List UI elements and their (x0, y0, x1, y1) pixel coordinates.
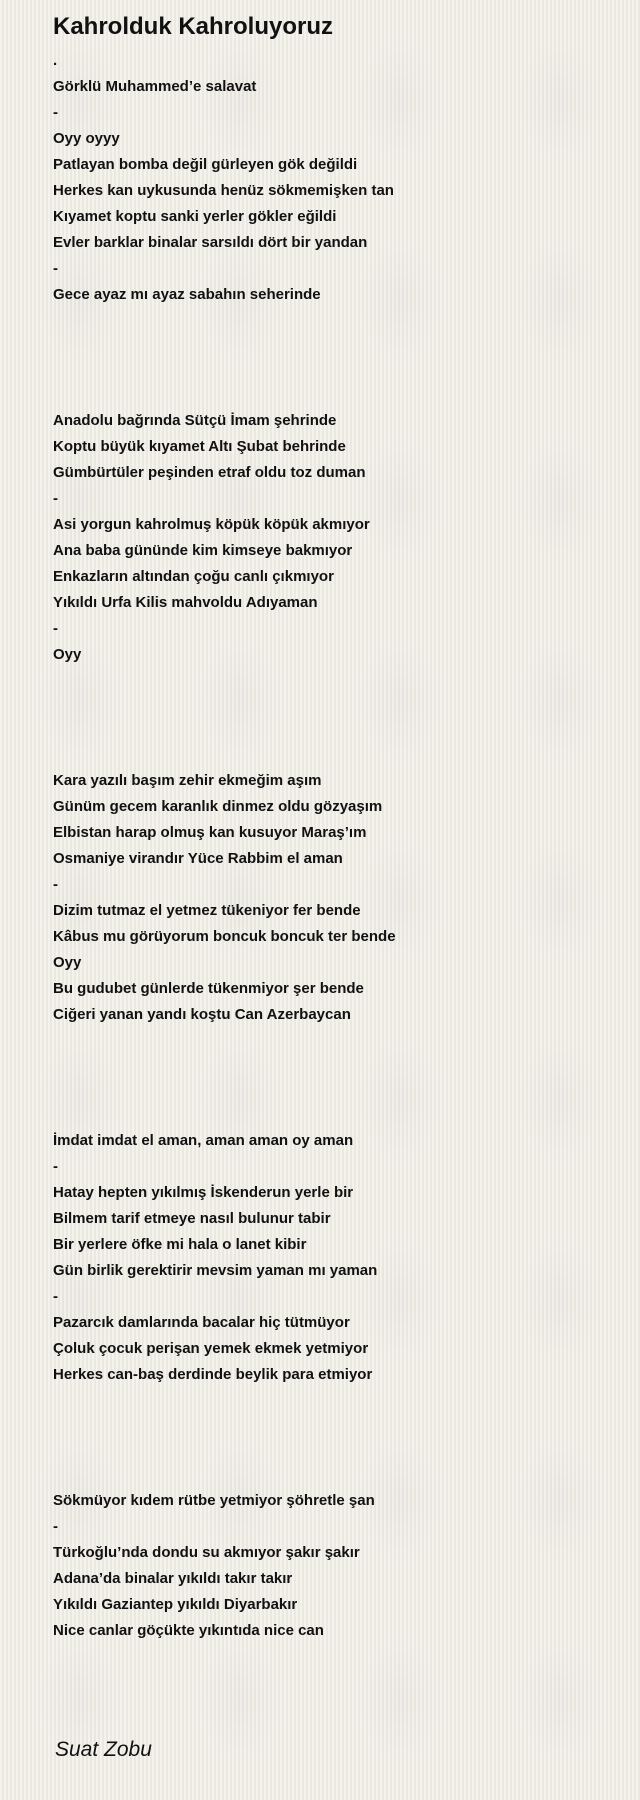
poem-line: Nice canlar göçükte yıkıntıda nice can (53, 1622, 324, 1639)
poem-line: Osmaniye virandır Yüce Rabbim el aman (53, 850, 343, 867)
poem-line: Pazarcık damlarında bacalar hiç tütmüyor (53, 1314, 350, 1331)
poem-line: Hatay hepten yıkılmış İskenderun yerle bir (53, 1184, 354, 1201)
poem-line: - (53, 260, 58, 277)
poem-line: Bilmem tarif etmeye nasıl bulunur tabir (53, 1210, 331, 1227)
poem-line: Elbistan harap olmuş kan kusuyor Maraş’ım (53, 824, 367, 841)
stanza-1 (53, 48, 640, 308)
poem-line: Dizim tutmaz el yetmez tükeniyor fer bende (53, 902, 361, 919)
poem-line: Gün birlik gerektirir mevsim yaman mı yaman (53, 1262, 378, 1279)
poem-line: Bu gudubet günlerde tükenmiyor şer bende (53, 980, 364, 997)
poem-line: Asi yorgun kahrolmuş köpük köpük akmıyor (53, 516, 370, 533)
poem-line: Patlayan bomba değil gürleyen gök değildi (53, 156, 358, 173)
stanza-2 (53, 408, 640, 668)
poem-line: Sökmüyor kıdem rütbe yetmiyor şöhretle şan (53, 1492, 375, 1509)
poem-line: Anadolu bağrında Sütçü İmam şehrinde (53, 412, 337, 429)
poem-line: Türkoğlu’nda dondu su akmıyor şakır şakır (53, 1544, 360, 1561)
stanza-3 (53, 768, 640, 1028)
stanza-5 (53, 1488, 640, 1644)
poem-line: Oyy (53, 954, 82, 971)
author-name: Suat Zobu (55, 1738, 152, 1761)
poem-title: Kahrolduk Kahroluyoruz (53, 13, 334, 40)
poem-line: Oyy oyyy (53, 130, 120, 147)
poem-line: Evler barklar binalar sarsıldı dört bir yandan (53, 234, 368, 251)
poem-line: Gece ayaz mı ayaz sabahın seherinde (53, 286, 321, 303)
stanza-divider (53, 1028, 640, 1128)
stanza-4 (53, 1128, 640, 1388)
poem-line: Günüm gecem karanlık dinmez oldu gözyaşım (53, 798, 383, 815)
poem-line: Çoluk çocuk perişan yemek ekmek yetmiyor (53, 1340, 369, 1357)
poem-line: Oyy (53, 646, 82, 663)
poem-line: - (53, 490, 58, 507)
poem-body (53, 48, 640, 1644)
poem-line: Ana baba gününde kim kimseye bakmıyor (53, 542, 353, 559)
stanza-divider (53, 1388, 640, 1488)
poem-line: - (53, 620, 58, 637)
poem-line: - (53, 1288, 58, 1305)
stanza-divider (53, 308, 640, 408)
poem-line: Kıyamet koptu sanki yerler gökler eğildi (53, 208, 337, 225)
poem-line: Herkes kan uykusunda henüz sökmemişken tan (53, 182, 394, 199)
poem-line: Gümbürtüler peşinden etraf oldu toz duman (53, 464, 366, 481)
poem-line: Kara yazılı başım zehir ekmeğim aşım (53, 772, 322, 789)
poem-line: Herkes can-baş derdinde beylik para etmiyor (53, 1366, 373, 1383)
poem-line: Bir yerlere öfke mi hala o lanet kibir (53, 1236, 307, 1253)
poem-line: - (53, 876, 58, 893)
poem-line: . (53, 52, 58, 69)
poem-line: - (53, 1518, 58, 1535)
poem-line: - (53, 1158, 58, 1175)
poem-line: Kâbus mu görüyorum boncuk boncuk ter bende (53, 928, 396, 945)
stanza-divider (53, 668, 640, 768)
poem-line: Ciğeri yanan yandı koştu Can Azerbaycan (53, 1006, 351, 1023)
poem-line: Yıkıldı Gaziantep yıkıldı Diyarbakır (53, 1596, 298, 1613)
poem-line: Görklü Muhammed’e salavat (53, 78, 257, 95)
poem-line: Adana’da binalar yıkıldı takır takır (53, 1570, 293, 1587)
poem-line: İmdat imdat el aman, aman aman oy aman (53, 1132, 354, 1149)
poem-line: Enkazların altından çoğu canlı çıkmıyor (53, 568, 334, 585)
poem-line: Koptu büyük kıyamet Altı Şubat behrinde (53, 438, 346, 455)
poem-line: - (53, 104, 58, 121)
poem-line: Yıkıldı Urfa Kilis mahvoldu Adıyaman (53, 594, 318, 611)
